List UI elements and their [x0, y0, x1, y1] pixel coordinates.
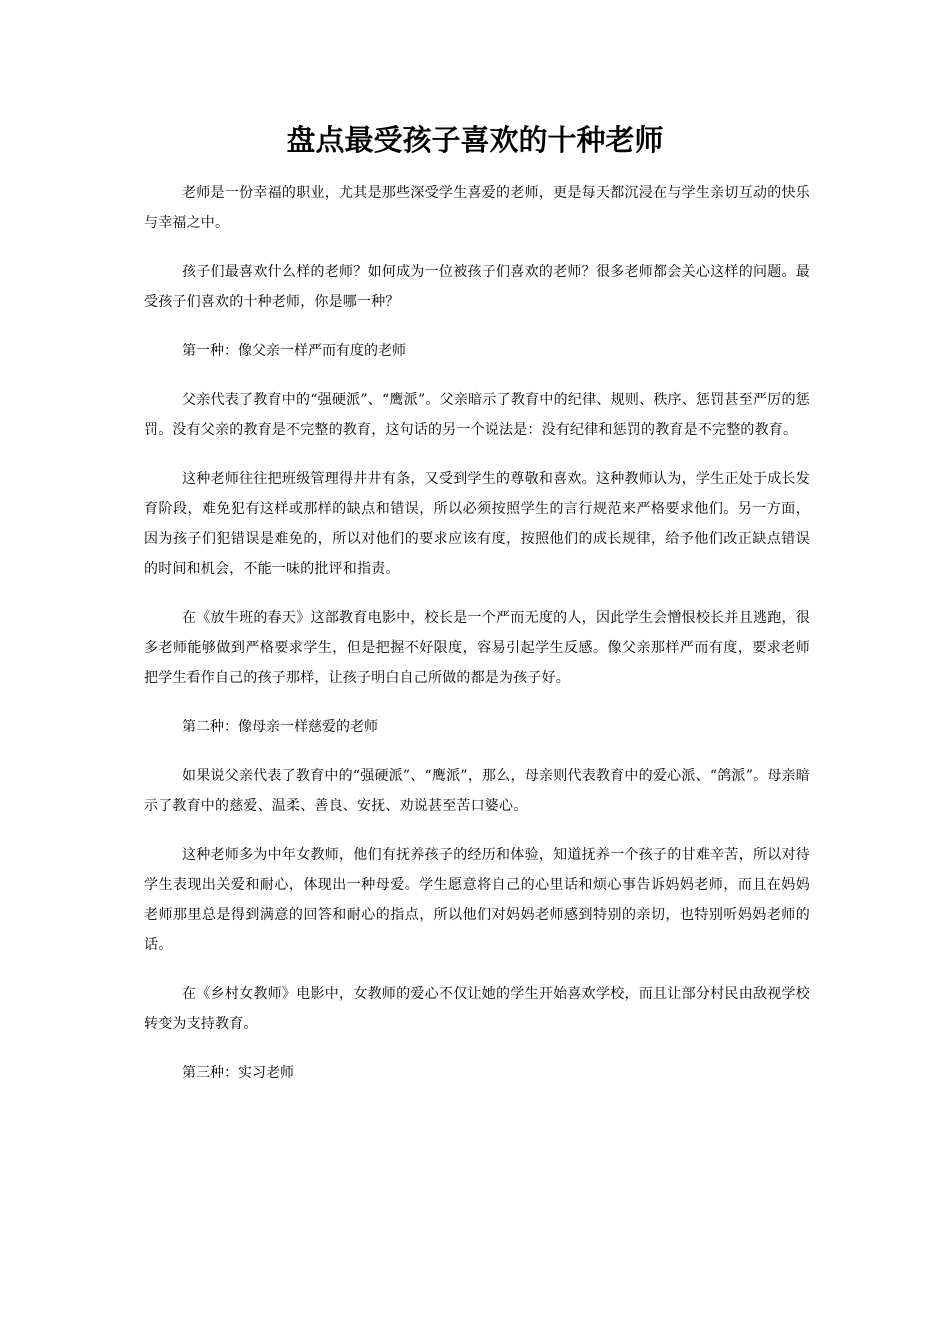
- paragraph-mother-teacher: 这种老师多为中年女教师，他们有抚养孩子的经历和体验，知道抚养一个孩子的甘难辛苦，所以对待学生表现出关爱和耐心，体现出一种母爱。学生愿意将自己的心里话和烦心事告诉妈妈老师，而且在妈妈老师那里总是得到满意的回答和耐心的指点，所以他们对妈妈老师感到特别的亲切，也特别听妈妈老师的话。: [144, 847, 810, 953]
- paragraph-intro: 老师是一份幸福的职业，尤其是那些深受学生喜爱的老师，更是每天都沉浸在与学生亲切互动的快乐与幸福之中。: [144, 185, 810, 231]
- paragraph-father-role: 父亲代表了教育中的“强硬派”、“鹰派”。父亲暗示了教育中的纪律、规则、秩序、惩罚甚至严厉的惩罚。没有父亲的教育是不完整的教育，这句话的另一个说法是：没有纪律和惩罚的教育是不完整的教育。: [144, 392, 810, 438]
- document-body: [144, 178, 810, 1107]
- paragraph-film-example: 在《放牛班的春天》这部教育电影中，校长是一个严而无度的人，因此学生会憎恨校长并且逃跑，很多老师能够做到严格要求学生，但是把握不好限度，容易引起学生反感。像父亲那样严而有度，要求老师把学生看作自己的孩子那样，让孩子明白自己所做的都是为孩子好。: [144, 610, 810, 686]
- section-heading-second: 第二种：像母亲一样慈爱的老师: [182, 719, 378, 735]
- paragraph-question: 孩子们最喜欢什么样的老师？如何成为一位被孩子们喜欢的老师？很多老师都会关心这样的问题。最受孩子们喜欢的十种老师，你是哪一种？: [144, 264, 810, 310]
- paragraph-father-teacher: 这种老师往往把班级管理得井井有条，又受到学生的尊敬和喜欢。这种教师认为，学生正处于成长发育阶段，难免犯有这样或那样的缺点和错误，所以必须按照学生的言行规范来严格要求他们。另一方面，因为孩子们犯错误是难免的，所以对他们的要求应该有度，按照他们的成长规律，给予他们改正缺点错误的时间和机会，不能一味的批评和指责。: [144, 471, 810, 577]
- section-heading-third: 第三种：实习老师: [182, 1065, 294, 1081]
- paragraph-mother-role: 如果说父亲代表了教育中的“强硬派”、“鹰派”，那么，母亲则代表教育中的爱心派、“鸽派”。母亲暗示了教育中的慈爱、温柔、善良、安抚、劝说甚至苦口婆心。: [144, 768, 810, 814]
- section-heading-first: 第一种：像父亲一样严而有度的老师: [182, 343, 406, 359]
- document-title: 盘点最受孩子喜欢的十种老师: [286, 123, 664, 157]
- paragraph-village-teacher: 在《乡村女教师》电影中，女教师的爱心不仅让她的学生开始喜欢学校，而且让部分村民由敌视学校转变为支持教育。: [144, 986, 810, 1032]
